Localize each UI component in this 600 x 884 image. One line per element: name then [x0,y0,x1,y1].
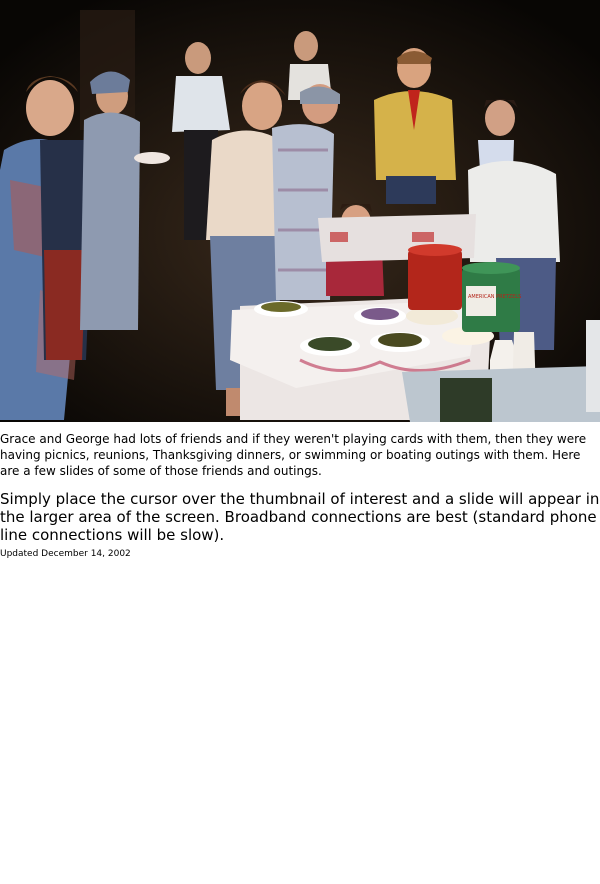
updated-date: Updated December 14, 2002 [0,549,131,559]
can-label-text: AMERICAN PRETZELS [468,294,522,300]
intro-paragraph: Grace and George had lots of friends and if they weren't playing cards with them, then they were having picnics, reunions, Thanksgiving dinners, or swimming or boating outings with them. Here are a few slides of some of those friends and outings. [0,432,587,478]
slide-image [0,0,600,422]
red-can [408,244,462,310]
instructions-paragraph: Simply place the cursor over the thumbnail of interest and a slide will appear in the larger area of the screen. Broadband connections are best (standard phone line connections will be slow). [0,490,600,544]
main-slide-photo [0,0,600,422]
